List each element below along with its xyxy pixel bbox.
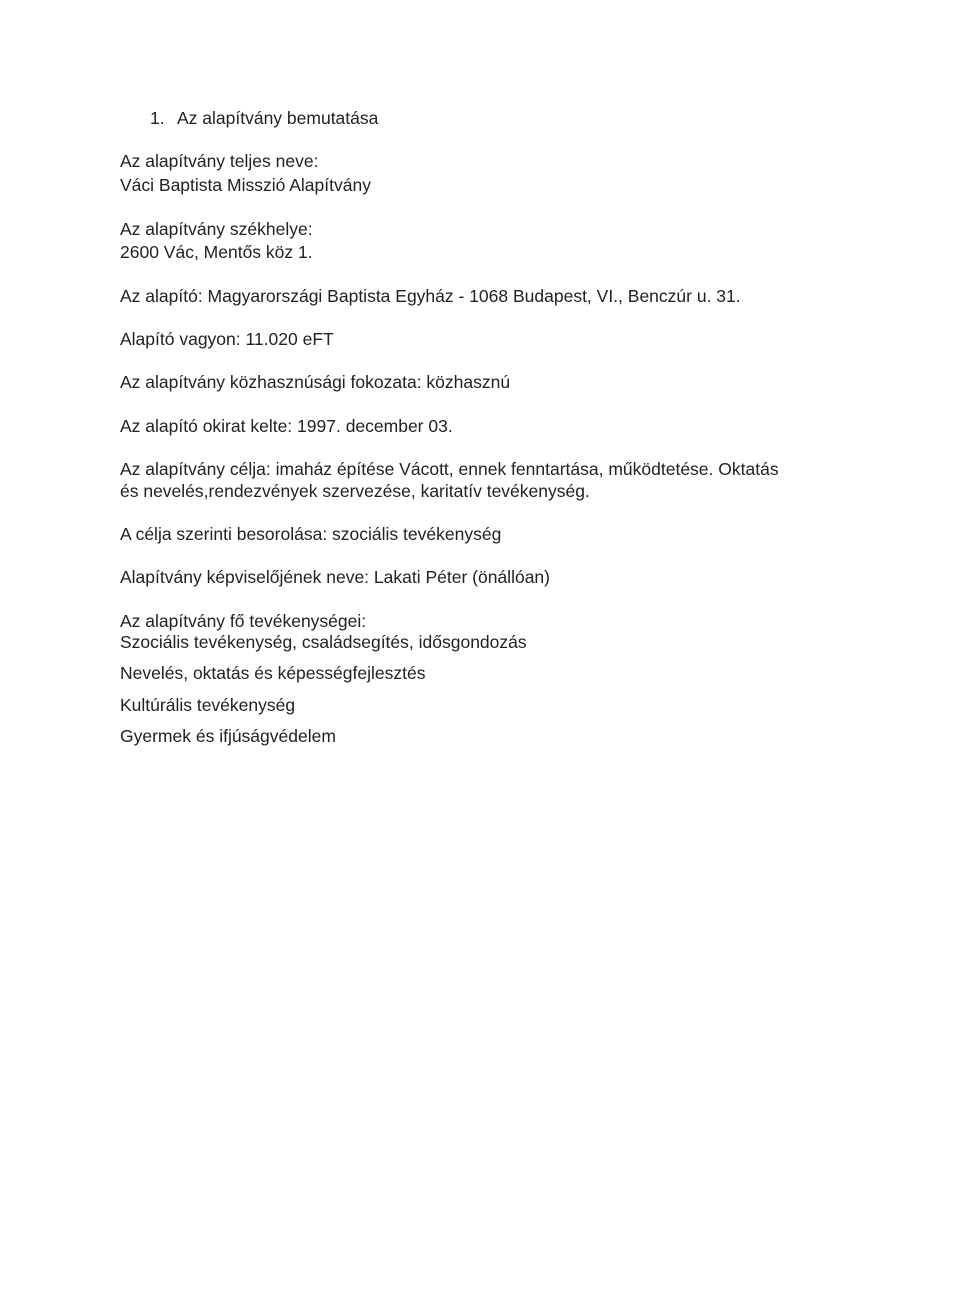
activity-item: Kultúrális tevékenység [120,695,296,715]
seat-value: 2600 Vác, Mentős köz 1. [120,242,313,262]
main-activities-label: Az alapítvány fő tevékenységei: [120,611,367,631]
full-name-label: Az alapítvány teljes neve: [120,151,319,171]
public-benefit-status-line: Az alapítvány közhasznúsági fokozata: közhasznú [120,372,511,392]
activity-item: Nevelés, oktatás és képességfejlesztés [120,663,426,683]
activity-item: Gyermek és ifjúságvédelem [120,726,336,746]
classification-line: A célja szerinti besorolása: szociális tevékenység [120,524,502,544]
activity-item: Szociális tevékenység, családsegítés, idősgondozás [120,632,527,652]
deed-date-line: Az alapító okirat kelte: 1997. december 03. [120,416,453,436]
representative-line: Alapítvány képviselőjének neve: Lakati Péter (önállóan) [120,567,550,587]
section-title: Az alapítvány bemutatása [177,108,379,128]
section-heading [150,107,378,129]
purpose-line-1: Az alapítvány célja: imaház építése Vácott, ennek fenntartása, működtetése. Oktatás [120,459,779,479]
seat-label: Az alapítvány székhelye: [120,219,313,239]
purpose-line-2: és nevelés,rendezvények szervezése, karitatív tevékenység. [120,481,590,501]
section-number: 1. [150,108,165,128]
founding-assets-line: Alapító vagyon: 11.020 eFT [120,329,334,349]
full-name-value: Váci Baptista Misszió Alapítvány [120,175,371,195]
founder-line: Az alapító: Magyarországi Baptista Egyház - 1068 Budapest, VI., Benczúr u. 31. [120,286,741,306]
